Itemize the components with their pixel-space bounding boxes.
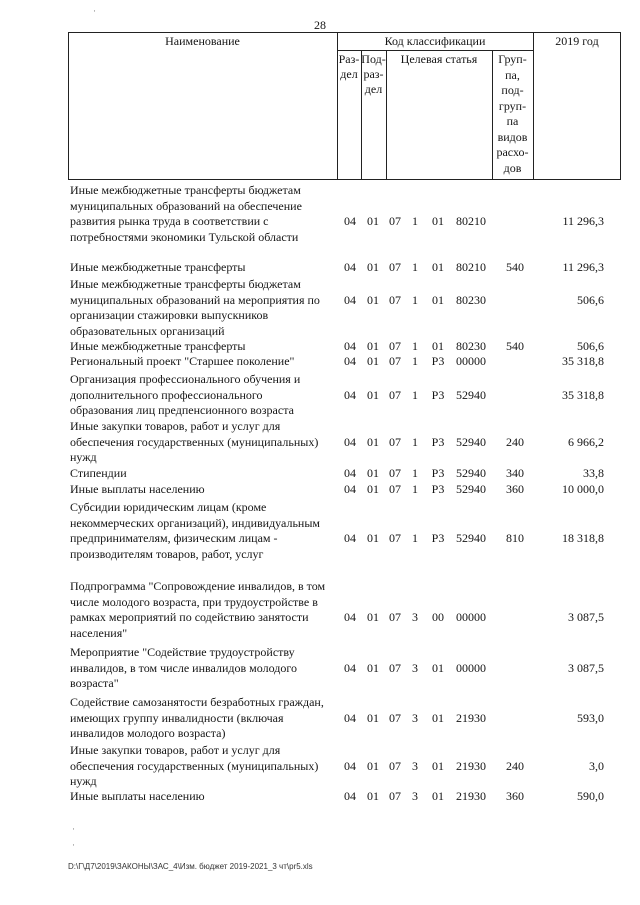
code-cs1: 07 (389, 354, 401, 368)
code-pr: 01 (367, 482, 379, 496)
code-cs2: 1 (412, 531, 418, 545)
code-vr: 540 (506, 339, 524, 353)
code-rz: 04 (344, 789, 356, 803)
code-cs2: 1 (412, 260, 418, 274)
code-cs4: 21930 (456, 758, 486, 773)
code-cs1: 07 (389, 789, 401, 803)
row-name: Иные межбюджетные трансферты (70, 339, 246, 353)
row-name: Мероприятие "Содействие трудоустройству инвалидов, в том числе инвалидов молодого возраста" (70, 645, 297, 690)
code-rz: 04 (344, 710, 356, 725)
code-cs3: 00 (432, 610, 444, 624)
row-name: Иные выплаты населению (70, 482, 205, 496)
scan-speck: · (72, 824, 75, 834)
code-cs2: 1 (412, 482, 418, 496)
code-pr: 01 (367, 260, 379, 274)
code-cs4: 80230 (456, 292, 486, 307)
row-amount: 11 296,3 (562, 260, 604, 274)
code-cs3: P3 (431, 434, 445, 449)
code-cs3: P3 (431, 482, 445, 496)
code-cs2: 1 (412, 354, 418, 368)
row-name: Иные межбюджетные трансферты бюджетам муниципальных образований на мероприятия по организации стажировки выпускников образовательных организаций (70, 277, 320, 338)
row-name: Иные межбюджетные трансферты (70, 260, 246, 274)
row-name: Субсидии юридическим лицам (кроме некоммерческих организаций), индивидуальным предпринимателям, физическим лицам - производителям товаров, работ, услуг (70, 500, 320, 561)
code-cs3: 01 (432, 292, 444, 307)
row-name: Иные межбюджетные трансферты бюджетам муниципальных образований на обеспечение развития рынка труда в соответствии с потребностями экономики Тульской области (70, 183, 302, 244)
code-rz: 04 (344, 466, 356, 480)
code-cs4: 80210 (456, 214, 486, 228)
row-amount: 590,0 (577, 789, 604, 803)
code-cs4: 21930 (456, 789, 486, 803)
row-amount: 593,0 (577, 710, 604, 725)
row-amount: 10 000,0 (562, 482, 604, 496)
code-cs4: 52940 (456, 434, 486, 449)
code-cs1: 07 (389, 531, 401, 545)
code-cs3: 01 (432, 260, 444, 274)
code-rz: 04 (344, 292, 356, 307)
header-classification-code: Код классификации (384, 34, 486, 48)
code-cs3: P3 (431, 387, 445, 402)
code-cs3: 01 (432, 660, 444, 675)
code-pr: 01 (367, 339, 379, 353)
row-amount: 11 296,3 (562, 214, 604, 228)
code-cs4: 00000 (456, 610, 486, 624)
row-amount: 506,6 (577, 339, 604, 353)
code-vr: 340 (506, 466, 524, 480)
header-year: 2019 год (555, 34, 599, 48)
code-cs1: 07 (389, 610, 401, 624)
page-number: 28 (314, 18, 326, 32)
code-vr: 240 (506, 758, 524, 773)
code-pr: 01 (367, 292, 379, 307)
code-pr: 01 (367, 710, 379, 725)
header-target-article: Целевая статья (400, 52, 478, 66)
code-cs1: 07 (389, 482, 401, 496)
code-cs3: P3 (431, 466, 445, 480)
code-rz: 04 (344, 482, 356, 496)
scan-speck: · (72, 840, 75, 850)
code-pr: 01 (367, 758, 379, 773)
row-name: Организация профессионального обучения и дополнительного профессионального образования лиц предпенсионного возраста (70, 372, 301, 417)
row-amount: 35 318,8 (562, 354, 604, 368)
code-cs1: 07 (389, 434, 401, 449)
file-path-footer: D:\Г\Д7\2019\ЗАКОНЫ\ЗАС_4\Изм. бюджет 2019-2021_3 чт\pr5.xls (68, 862, 313, 871)
header-expense-group: Груп- па, под- груп- па видов расхо- дов (496, 52, 529, 175)
row-name: Иные закупки товаров, работ и услуг для обеспечения государственных (муниципальных) нужд (70, 743, 319, 788)
row-amount: 506,6 (577, 292, 604, 307)
code-rz: 04 (344, 260, 356, 274)
code-pr: 01 (367, 434, 379, 449)
code-cs1: 07 (389, 710, 401, 725)
row-amount: 3 087,5 (568, 610, 604, 624)
code-cs3: 01 (432, 710, 444, 725)
row-amount: 18 318,8 (562, 531, 604, 545)
header-subsection: Под- раз- дел (361, 52, 386, 96)
code-cs3: P3 (431, 354, 445, 368)
code-cs2: 3 (412, 610, 418, 624)
code-cs4: 80210 (456, 260, 486, 274)
code-cs2: 3 (412, 758, 418, 773)
code-rz: 04 (344, 214, 356, 228)
row-name: Региональный проект "Старшее поколение" (70, 354, 295, 368)
code-cs1: 07 (389, 214, 401, 228)
code-cs1: 07 (389, 387, 401, 402)
code-pr: 01 (367, 214, 379, 228)
row-name: Стипендии (70, 466, 127, 480)
code-vr: 360 (506, 482, 524, 496)
header-name: Наименование (165, 34, 240, 48)
code-cs2: 1 (412, 434, 418, 449)
code-cs3: 01 (432, 214, 444, 228)
code-cs2: 1 (412, 339, 418, 353)
code-pr: 01 (367, 354, 379, 368)
row-amount: 33,8 (583, 466, 604, 480)
row-amount: 35 318,8 (562, 387, 604, 402)
scan-speck: · (93, 6, 96, 16)
code-cs4: 52940 (456, 531, 486, 545)
code-rz: 04 (344, 758, 356, 773)
code-cs2: 1 (412, 466, 418, 480)
row-amount: 3,0 (589, 758, 604, 773)
code-vr: 540 (506, 260, 524, 274)
row-name: Подпрограмма "Сопровождение инвалидов, в том числе молодого возраста, при трудоустройстве в рамках мероприятий по содействию занятости населения" (70, 579, 326, 640)
code-cs1: 07 (389, 339, 401, 353)
code-pr: 01 (367, 610, 379, 624)
code-pr: 01 (367, 466, 379, 480)
code-vr: 360 (506, 789, 524, 803)
code-cs2: 3 (412, 660, 418, 675)
code-cs1: 07 (389, 260, 401, 274)
code-cs1: 07 (389, 466, 401, 480)
code-cs2: 1 (412, 387, 418, 402)
code-cs2: 1 (412, 214, 418, 228)
code-cs2: 3 (412, 710, 418, 725)
code-rz: 04 (344, 354, 356, 368)
code-cs2: 1 (412, 292, 418, 307)
code-pr: 01 (367, 789, 379, 803)
code-cs3: 01 (432, 789, 444, 803)
code-cs1: 07 (389, 758, 401, 773)
code-cs4: 52940 (456, 482, 486, 496)
row-amount: 6 966,2 (568, 434, 604, 449)
code-cs4: 52940 (456, 387, 486, 402)
code-pr: 01 (367, 531, 379, 545)
row-amount: 3 087,5 (568, 660, 604, 675)
code-cs4: 00000 (456, 660, 486, 675)
row-name: Иные закупки товаров, работ и услуг для обеспечения государственных (муниципальных) нужд (70, 419, 319, 464)
row-name: Содействие самозанятости безработных граждан, имеющих группу инвалидности (включая инвалидов молодого возраста) (70, 695, 324, 740)
code-cs1: 07 (389, 292, 401, 307)
code-rz: 04 (344, 339, 356, 353)
code-vr: 810 (506, 531, 524, 545)
code-cs4: 52940 (456, 466, 486, 480)
code-vr: 240 (506, 434, 524, 449)
code-cs3: 01 (432, 758, 444, 773)
code-cs3: P3 (431, 531, 445, 545)
code-cs4: 00000 (456, 354, 486, 368)
code-cs3: 01 (432, 339, 444, 353)
code-rz: 04 (344, 610, 356, 624)
code-rz: 04 (344, 531, 356, 545)
header-section: Раз- дел (338, 52, 360, 81)
code-cs2: 3 (412, 789, 418, 803)
code-pr: 01 (367, 660, 379, 675)
row-name: Иные выплаты населению (70, 789, 205, 803)
code-rz: 04 (344, 660, 356, 675)
code-rz: 04 (344, 387, 356, 402)
code-cs1: 07 (389, 660, 401, 675)
code-cs4: 21930 (456, 710, 486, 725)
code-cs4: 80230 (456, 339, 486, 353)
code-rz: 04 (344, 434, 356, 449)
code-pr: 01 (367, 387, 379, 402)
